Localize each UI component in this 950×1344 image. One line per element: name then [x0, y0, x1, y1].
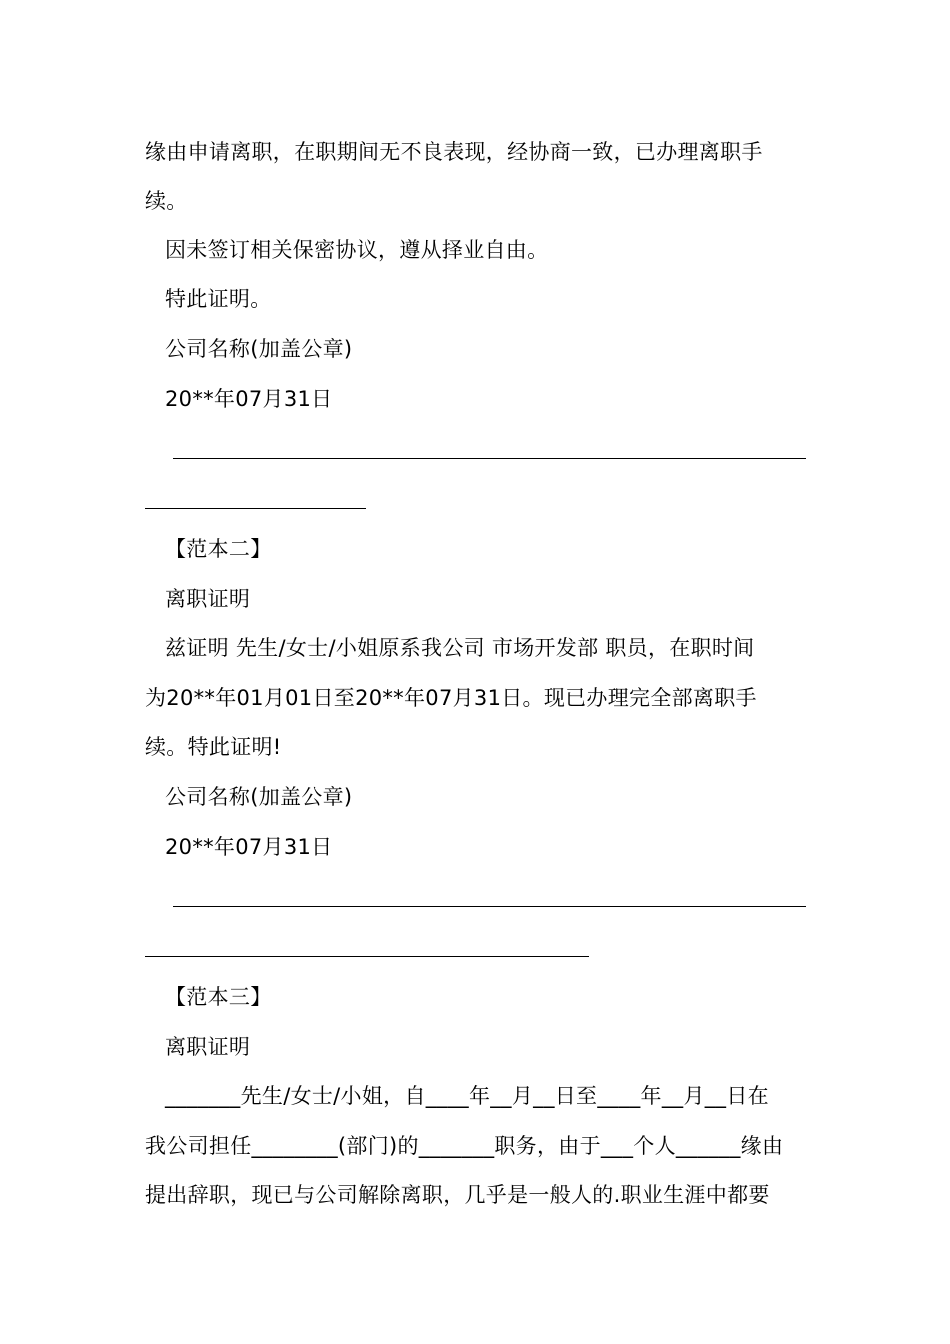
section3-heading: 【范本三】	[165, 985, 272, 1009]
section2-title: 离职证明	[165, 587, 251, 611]
section1-body-line1: 缘由申请离职，在职期间无不良表现，经协商一致，已办理离职手	[145, 140, 763, 164]
section3-body-line2: 我公司担任________(部门)的_______职务，由于___个人______缘由	[145, 1134, 784, 1158]
separator-rule	[173, 458, 806, 459]
separator-rule	[173, 906, 806, 907]
section2-heading: 【范本二】	[165, 537, 272, 561]
certify-statement: 特此证明。	[165, 287, 272, 311]
separator-rule-tail	[145, 508, 366, 509]
section2-body-line1: 兹证明 先生/女士/小姐原系我公司 市场开发部 职员，在职时间	[165, 636, 755, 660]
company-signature: 公司名称(加盖公章)	[165, 337, 353, 361]
company-signature: 公司名称(加盖公章)	[165, 785, 353, 809]
section3-body-line1: _______先生/女士/小姐，自____年__月__日至____年__月__日在	[165, 1084, 769, 1108]
section2-body-line2: 为20**年01月01日至20**年07月31日。现已办理完全部离职手	[145, 686, 757, 710]
separator-rule-tail	[145, 956, 589, 957]
confidentiality-statement: 因未签订相关保密协议，遵从择业自由。	[165, 238, 549, 262]
section1-body-line2: 续。	[145, 189, 188, 213]
signature-date: 20**年07月31日	[165, 835, 333, 859]
signature-date: 20**年07月31日	[165, 387, 333, 411]
section2-body-line3: 续。特此证明!	[145, 735, 282, 759]
section3-title: 离职证明	[165, 1035, 251, 1059]
section3-body-line3: 提出辞职，现已与公司解除离职，几乎是一般人的.职业生涯中都要	[145, 1183, 770, 1207]
